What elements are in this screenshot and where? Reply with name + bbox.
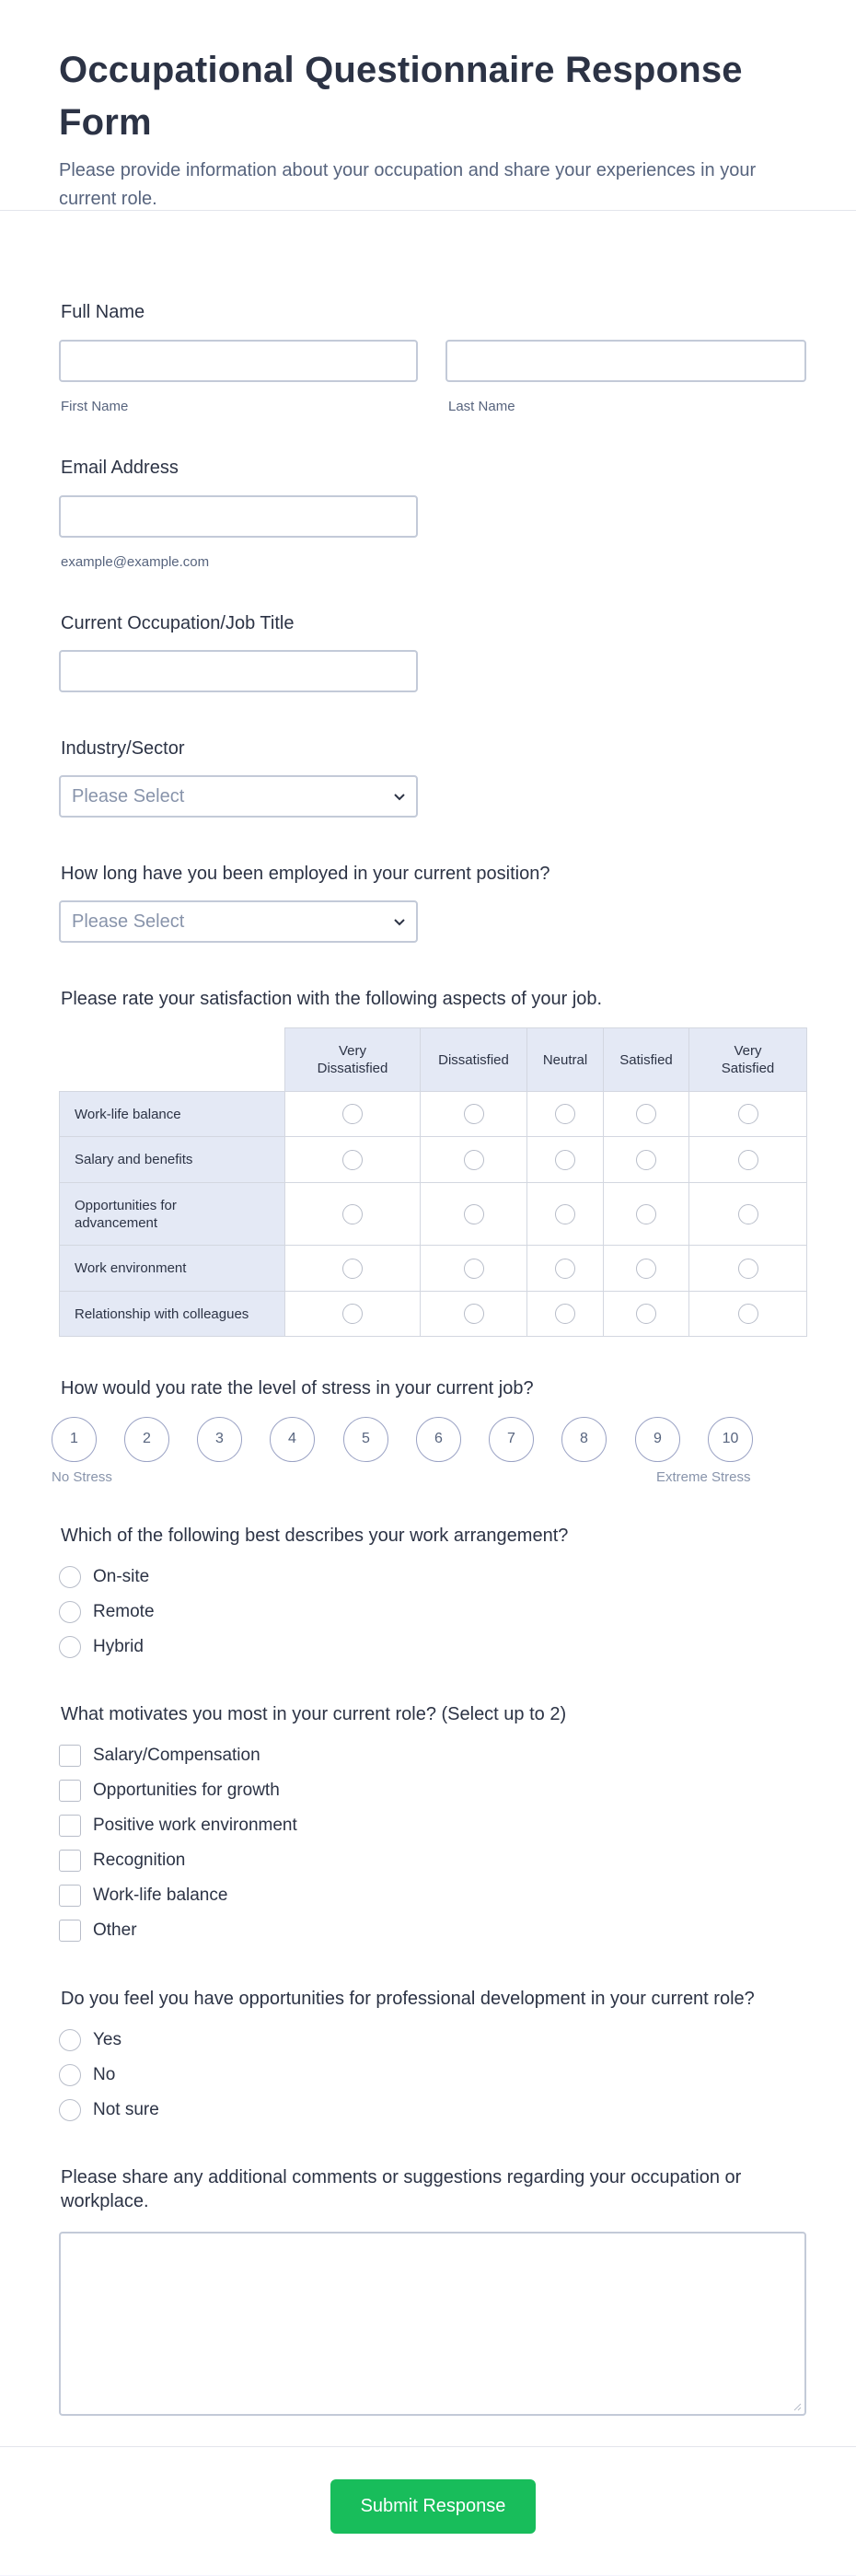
radio-button[interactable] xyxy=(59,1566,81,1588)
matrix-radio[interactable] xyxy=(636,1259,656,1279)
last-name-input[interactable] xyxy=(445,340,806,382)
satisfaction-label: Please rate your satisfaction with the following aspects of your job. xyxy=(61,989,603,1009)
checkbox[interactable] xyxy=(59,1745,81,1767)
stress-min-label: No Stress xyxy=(52,1469,112,1485)
matrix-radio[interactable] xyxy=(738,1104,758,1124)
first-name-input[interactable] xyxy=(59,340,418,382)
radio-button[interactable] xyxy=(59,1601,81,1623)
arrangement-label: Which of the following best describes your work arrangement? xyxy=(61,1526,569,1546)
matrix-radio[interactable] xyxy=(464,1204,484,1224)
stress-label: How would you rate the level of stress in your current job? xyxy=(61,1378,534,1398)
matrix-radio[interactable] xyxy=(555,1259,575,1279)
matrix-col-label: Dissatisfied xyxy=(438,1051,509,1068)
matrix-radio[interactable] xyxy=(555,1204,575,1224)
industry-label: Industry/Sector xyxy=(61,738,185,759)
matrix-col-header xyxy=(604,1028,689,1092)
comments-textarea[interactable] xyxy=(59,2232,806,2416)
stress-scale-5[interactable]: 5 xyxy=(343,1417,388,1462)
checkbox[interactable] xyxy=(59,1850,81,1872)
stress-scale-4[interactable]: 4 xyxy=(270,1417,315,1462)
matrix-radio[interactable] xyxy=(636,1150,656,1170)
matrix-radio[interactable] xyxy=(342,1304,363,1324)
option-label: Remote xyxy=(93,1602,155,1621)
stress-scale-9[interactable]: 9 xyxy=(635,1417,680,1462)
submit-button[interactable]: Submit Response xyxy=(330,2479,536,2534)
matrix-radio[interactable] xyxy=(636,1204,656,1224)
option-label: Yes xyxy=(93,2030,121,2049)
matrix-radio[interactable] xyxy=(555,1150,575,1170)
matrix-corner xyxy=(60,1028,285,1092)
matrix-radio[interactable] xyxy=(342,1204,363,1224)
matrix-row-label: Work environment xyxy=(60,1246,285,1292)
email-input[interactable] xyxy=(59,495,418,538)
occupation-input[interactable] xyxy=(59,650,418,692)
duration-select-value: Please Select xyxy=(72,911,185,932)
checkbox[interactable] xyxy=(59,1815,81,1837)
option-label: Salary/Compensation xyxy=(93,1746,260,1765)
duration-select[interactable] xyxy=(59,900,418,943)
resize-grip-icon[interactable] xyxy=(792,2402,802,2411)
matrix-radio[interactable] xyxy=(342,1150,363,1170)
option-label: Opportunities for growth xyxy=(93,1781,280,1800)
radio-button[interactable] xyxy=(59,2099,81,2121)
matrix-col-label: Very Satisfied xyxy=(721,1043,775,1076)
duration-label: How long have you been employed in your current position? xyxy=(61,864,550,884)
radio-button[interactable] xyxy=(59,2029,81,2051)
matrix-col-header xyxy=(421,1028,527,1092)
matrix-radio[interactable] xyxy=(636,1304,656,1324)
option-label: Not sure xyxy=(93,2100,159,2119)
satisfaction-matrix xyxy=(59,1027,807,1337)
option-label: No xyxy=(93,2065,116,2084)
form-description: Please provide information about your occupation and share your experiences in your current role. xyxy=(59,160,757,209)
matrix-radio[interactable] xyxy=(464,1104,484,1124)
matrix-radio[interactable] xyxy=(342,1259,363,1279)
matrix-col-header xyxy=(689,1028,807,1092)
industry-select-value: Please Select xyxy=(72,786,185,806)
matrix-radio[interactable] xyxy=(555,1104,575,1124)
option-label: Recognition xyxy=(93,1851,186,1870)
option-label: Positive work environment xyxy=(93,1816,297,1835)
matrix-radio[interactable] xyxy=(342,1104,363,1124)
option-label: Work-life balance xyxy=(93,1886,228,1905)
matrix-radio[interactable] xyxy=(738,1204,758,1224)
matrix-row-text: Opportunities for advancement xyxy=(75,1197,177,1231)
matrix-radio[interactable] xyxy=(464,1259,484,1279)
stress-scale-6[interactable]: 6 xyxy=(416,1417,461,1462)
matrix-row xyxy=(60,1292,807,1337)
development-label: Do you feel you have opportunities for professional development in your current role? xyxy=(61,1989,755,2009)
form-title: Occupational Questionnaire Response Form xyxy=(59,50,743,143)
matrix-row-label: Salary and benefits xyxy=(60,1137,285,1183)
occupation-label: Current Occupation/Job Title xyxy=(61,613,295,633)
email-sublabel: example@example.com xyxy=(61,554,210,570)
industry-select[interactable] xyxy=(59,775,418,818)
matrix-col-header xyxy=(527,1028,604,1092)
motivation-label: What motivates you most in your current role? (Select up to 2) xyxy=(61,1704,567,1724)
option-label: Hybrid xyxy=(93,1637,144,1656)
matrix-row xyxy=(60,1183,807,1246)
matrix-col-header xyxy=(285,1028,421,1092)
stress-scale-1[interactable]: 1 xyxy=(52,1417,97,1462)
option-label: On-site xyxy=(93,1567,150,1586)
checkbox[interactable] xyxy=(59,1920,81,1942)
matrix-radio[interactable] xyxy=(738,1304,758,1324)
radio-button[interactable] xyxy=(59,1636,81,1658)
stress-max-label: Extreme Stress xyxy=(656,1469,751,1485)
chevron-down-icon xyxy=(392,789,407,804)
form-header xyxy=(0,0,856,211)
stress-scale-10[interactable]: 10 xyxy=(708,1417,753,1462)
comments-label: Please share any additional comments or suggestions regarding your occupation or workplace. xyxy=(61,2167,742,2211)
matrix-radio[interactable] xyxy=(464,1150,484,1170)
matrix-col-label: Satisfied xyxy=(619,1051,673,1068)
matrix-radio[interactable] xyxy=(636,1104,656,1124)
checkbox[interactable] xyxy=(59,1780,81,1802)
option-label: Other xyxy=(93,1920,137,1940)
matrix-row xyxy=(60,1246,807,1292)
matrix-row-label xyxy=(60,1183,285,1246)
radio-button[interactable] xyxy=(59,2064,81,2086)
first-name-sublabel: First Name xyxy=(61,399,129,414)
matrix-row-label: Relationship with colleagues xyxy=(60,1292,285,1337)
matrix-col-label: Very Dissatisfied xyxy=(317,1043,388,1076)
chevron-down-icon xyxy=(392,914,407,929)
matrix-radio[interactable] xyxy=(464,1304,484,1324)
stress-scale-8[interactable]: 8 xyxy=(561,1417,607,1462)
stress-scale-2[interactable]: 2 xyxy=(124,1417,169,1462)
last-name-sublabel: Last Name xyxy=(448,399,515,414)
checkbox[interactable] xyxy=(59,1885,81,1907)
matrix-radio[interactable] xyxy=(738,1150,758,1170)
matrix-radio[interactable] xyxy=(738,1259,758,1279)
matrix-row-label: Work-life balance xyxy=(60,1092,285,1137)
matrix-row xyxy=(60,1092,807,1137)
matrix-col-label: Neutral xyxy=(542,1051,588,1068)
email-label: Email Address xyxy=(61,458,179,478)
matrix-radio[interactable] xyxy=(555,1304,575,1324)
stress-scale-7[interactable]: 7 xyxy=(489,1417,534,1462)
matrix-row xyxy=(60,1137,807,1183)
full-name-label: Full Name xyxy=(61,302,145,322)
stress-scale-3[interactable]: 3 xyxy=(197,1417,242,1462)
